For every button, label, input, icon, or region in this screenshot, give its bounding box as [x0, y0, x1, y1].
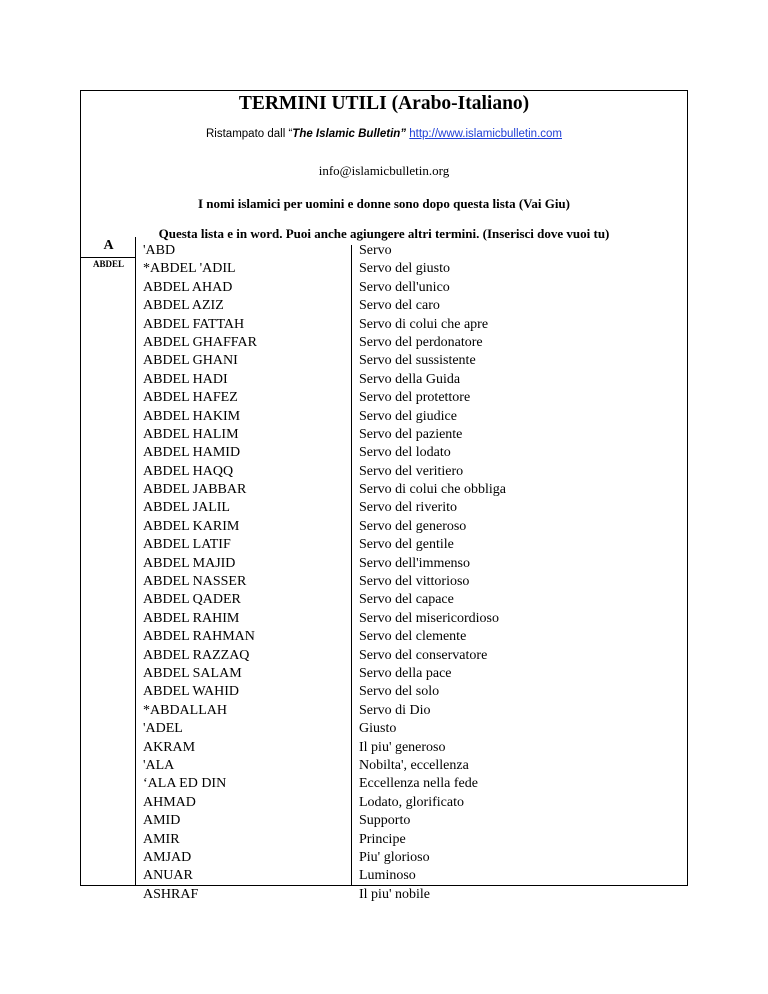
table-row: [137, 242, 687, 260]
table-row: [137, 591, 687, 609]
term-meaning: Servo del protettore: [359, 390, 471, 406]
term-meaning: Principe: [359, 831, 406, 847]
table-row: [137, 536, 687, 554]
table-row: [137, 757, 687, 775]
term-name: AHMAD: [143, 794, 196, 810]
term-name: ANUAR: [143, 868, 193, 884]
table-row: [137, 260, 687, 278]
table-row: [137, 499, 687, 517]
term-meaning: Servo di colui che apre: [359, 316, 489, 332]
letter-column: [81, 237, 136, 885]
document-header: [81, 91, 687, 233]
table-row: [137, 463, 687, 481]
table-row: [137, 279, 687, 297]
term-meaning: Servo del generoso: [359, 518, 467, 534]
term-meaning: Luminoso: [359, 868, 416, 884]
term-meaning: Servo del caro: [359, 298, 440, 314]
term-name: ABDEL QADER: [143, 592, 241, 608]
term-name: ABDEL NASSER: [143, 574, 247, 590]
table-row: [137, 775, 687, 793]
term-name: ABDEL HADI: [143, 371, 228, 387]
table-row: [137, 610, 687, 628]
term-meaning: Il piu' nobile: [359, 886, 430, 902]
term-meaning: Servo del giusto: [359, 261, 450, 277]
term-name: AMIR: [143, 831, 180, 847]
term-meaning: Servo del vittorioso: [359, 574, 470, 590]
term-name: ABDEL SALAM: [143, 665, 242, 681]
table-row: [137, 371, 687, 389]
reprint-line: [81, 128, 687, 140]
table-row: [137, 408, 687, 426]
term-name: AMID: [143, 813, 181, 829]
contact-email: info@islamicbulletin.org: [318, 163, 450, 178]
document-frame: [80, 90, 688, 902]
term-meaning: Servo del giudice: [359, 408, 457, 424]
term-name: ABDEL WAHID: [143, 684, 240, 700]
term-name: *ABDALLAH: [143, 702, 227, 718]
term-meaning: Servo del gentile: [359, 537, 454, 553]
terms-table: [137, 242, 687, 904]
term-meaning: Servo del paziente: [359, 426, 463, 442]
term-meaning: Servo del riverito: [359, 500, 457, 516]
table-row: [137, 849, 687, 867]
term-meaning: Servo del veritiero: [359, 463, 464, 479]
table-row: [137, 794, 687, 812]
table-row: [137, 812, 687, 830]
term-meaning: Servo del misericordioso: [359, 610, 499, 626]
section-subtitle: ABDEL: [92, 259, 124, 269]
section-letter: A: [103, 238, 114, 253]
term-name: ABDEL GHAFFAR: [143, 334, 257, 350]
term-meaning: Servo del perdonatore: [359, 334, 483, 350]
term-meaning: Servo del clemente: [359, 629, 467, 645]
table-row: [137, 628, 687, 646]
term-meaning: Servo di colui che obbliga: [359, 482, 506, 498]
term-meaning: Servo dell'immenso: [359, 555, 471, 571]
term-name: ABDEL KARIM: [143, 518, 240, 534]
reprint-prefix: Ristampato dall “: [206, 128, 293, 140]
term-name: ABDEL HAMID: [143, 445, 241, 461]
term-meaning: Servo dell'unico: [359, 279, 450, 295]
table-row: [137, 555, 687, 573]
term-name: ABDEL MAJID: [143, 555, 236, 571]
table-row: [137, 739, 687, 757]
term-name: ABDEL JALIL: [143, 500, 230, 516]
term-name: 'ADEL: [143, 721, 183, 737]
term-name: ABDEL GHANI: [143, 353, 238, 369]
table-row: [137, 867, 687, 885]
term-name: ABDEL LATIF: [143, 537, 231, 553]
table-row: [137, 316, 687, 334]
table-row: [137, 426, 687, 444]
term-name: ABDEL HAFEZ: [143, 390, 238, 406]
table-row: [137, 481, 687, 499]
table-row: [137, 573, 687, 591]
table-row: [137, 831, 687, 849]
table-row: [137, 352, 687, 370]
table-row: [137, 444, 687, 462]
page-title: TERMINI UTILI (Arabo-Italiano): [238, 93, 530, 114]
table-row: [137, 647, 687, 665]
term-meaning: Supporto: [359, 813, 411, 829]
term-name: ABDEL AHAD: [143, 279, 233, 295]
term-meaning: Giusto: [359, 721, 397, 737]
bulletin-link[interactable]: http://www.islamicbulletin.com: [409, 128, 562, 140]
term-meaning: Servo del solo: [359, 684, 440, 700]
names-note: I nomi islamici per uomini e donne sono dopo questa lista (Vai Giu): [197, 196, 570, 211]
term-name: ASHRAF: [143, 886, 199, 902]
term-name: ABDEL HAKIM: [143, 408, 241, 424]
term-name: ABDEL HALIM: [143, 426, 239, 442]
table-row: [137, 683, 687, 701]
term-name: ABDEL RAZZAQ: [143, 647, 250, 663]
table-row: [137, 720, 687, 738]
table-row: [137, 518, 687, 536]
term-meaning: Servo: [359, 243, 392, 258]
term-name: ABDEL RAHIM: [143, 610, 240, 626]
term-meaning: Servo di Dio: [359, 702, 431, 718]
term-name: 'ALA: [143, 757, 175, 773]
term-name: *ABDEL 'ADIL: [143, 261, 236, 277]
term-meaning: Servo del lodato: [359, 445, 451, 461]
term-name: ABDEL RAHMAN: [143, 629, 255, 645]
table-row: [137, 702, 687, 720]
term-meaning: Servo della Guida: [359, 371, 461, 387]
reprint-source: The Islamic Bulletin”: [292, 128, 407, 140]
term-name: ABDEL HAQQ: [143, 463, 234, 479]
term-meaning: Eccellenza nella fede: [359, 776, 478, 792]
term-name: ABDEL JABBAR: [143, 482, 247, 498]
term-meaning: Nobilta', eccellenza: [359, 757, 469, 773]
term-name: AMJAD: [143, 849, 192, 865]
term-meaning: Il piu' generoso: [359, 739, 446, 755]
table-row: [137, 334, 687, 352]
table-row: [137, 886, 687, 904]
term-name: ‘ALA ED DIN: [143, 776, 227, 792]
edit-note: Questa lista e in word. Puoi anche agiungere altri termini. (Inserisci dove vuoi tu): [158, 226, 610, 241]
table-row: [137, 665, 687, 683]
term-meaning: Lodato, glorificato: [359, 794, 464, 810]
term-name: ABDEL AZIZ: [143, 298, 224, 314]
term-meaning: Servo del capace: [359, 592, 454, 608]
term-meaning: Servo del sussistente: [359, 353, 476, 369]
term-name: 'ABD: [143, 243, 176, 258]
table-row: [137, 389, 687, 407]
letter-separator: [81, 257, 136, 258]
term-meaning: Piu' glorioso: [359, 849, 430, 865]
term-meaning: Servo della pace: [359, 665, 452, 681]
term-name: AKRAM: [143, 739, 196, 755]
term-meaning: Servo del conservatore: [359, 647, 488, 663]
term-name: ABDEL FATTAH: [143, 316, 245, 332]
table-row: [137, 297, 687, 315]
